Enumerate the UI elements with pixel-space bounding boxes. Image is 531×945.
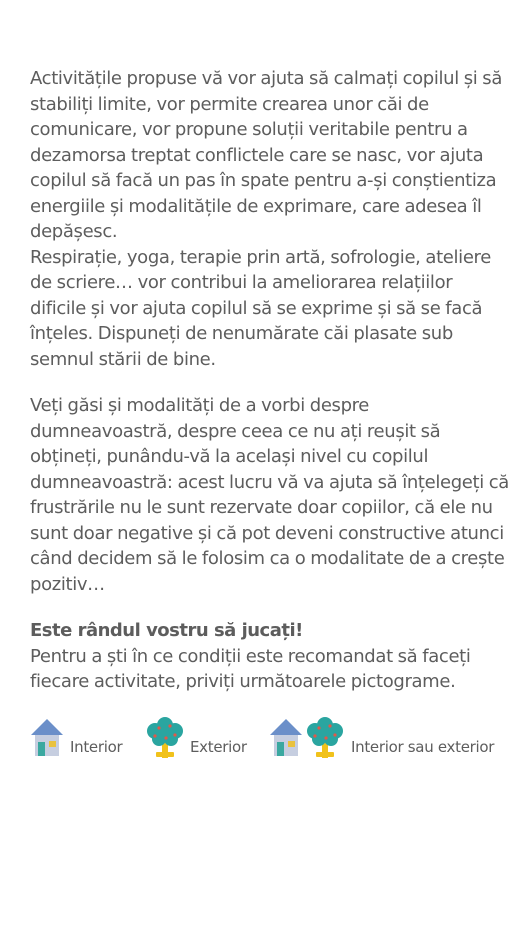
legend-label-exterior: Exterior — [190, 738, 247, 756]
house-icon — [30, 716, 64, 756]
page-content — [30, 66, 510, 695]
play-heading: Este rândul vostru să jucați! — [30, 620, 303, 641]
legend-label-interior-or-exterior: Interior sau exterior — [351, 738, 495, 756]
legend-item-interior-or-exterior — [269, 716, 510, 758]
intro-paragraph-3: Veți găsi și modalități de a vorbi despre dumneavoastră, despre ceea ce nu ați reușit să obțineți, punându-vă la același nivel cu copilul dumneavoastră: acest lucru vă va ajuta să înțelegeți că frustrările nu le sunt rezervate doar copiilor, că ele nu sunt doar negative și că pot deveni constructive atunci când decidem să le folosim ca o modalitate de a crește pozitiv… — [30, 395, 509, 595]
legend-label-interior: Interior — [70, 738, 123, 756]
intro-paragraph-2: Respirație, yoga, terapie prin artă, sofrologie, ateliere de scriere… vor contribui la ameliorarea relațiilor dificile și vor ajuta copilul să se exprime și să se facă înțeles. Dispuneți de nenumărate căi plasate sub semnul stării de bine. — [30, 246, 491, 370]
tree-icon — [145, 716, 185, 758]
legend-item-interior — [30, 716, 150, 758]
legend-item-exterior — [145, 716, 265, 758]
house-icon — [269, 716, 303, 756]
intro-paragraph-1: Activitățile propuse vă vor ajuta să calmați copilul și să stabiliți limite, vor permite crearea unor căi de comunicare, vor propune soluții veritabile pentru a dezamorsa treptat conflictele care se nasc, vor ajuta copilul să facă un pas în spate pentru a-și conștientiza energiile și modalitățile de exprimare, care adesea îl depășesc. — [30, 68, 503, 242]
play-text: Pentru a ști în ce condiții este recomandat să faceți fiecare activitate, priviți următoarele pictograme. — [30, 645, 471, 692]
pictogram-legend — [30, 716, 510, 758]
tree-icon — [305, 716, 345, 758]
